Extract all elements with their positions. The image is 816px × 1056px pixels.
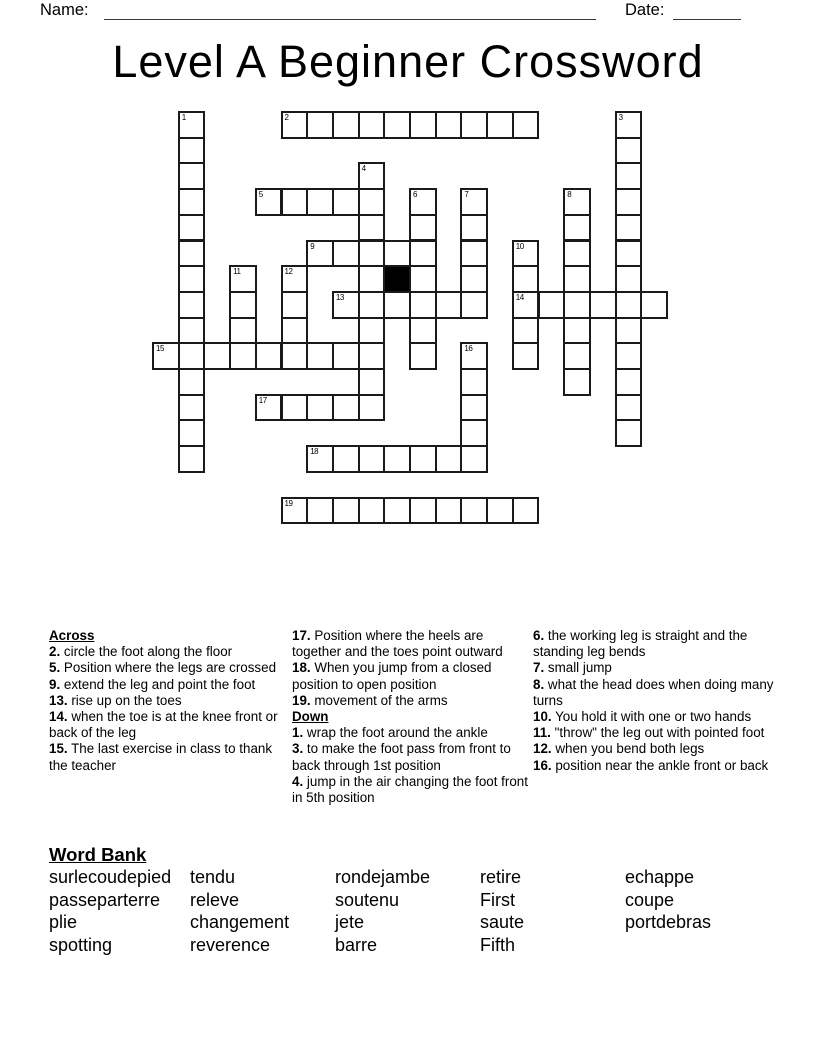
grid-cell-r5c14[interactable] bbox=[512, 240, 540, 268]
grid-cell-r0c18[interactable] bbox=[615, 111, 643, 139]
grid-cell-r3c1[interactable] bbox=[178, 188, 206, 216]
grid-cell-r0c9[interactable] bbox=[383, 111, 411, 139]
clue-3: 3. to make the foot pass from front to back through 1st position bbox=[292, 741, 511, 773]
clue-number-10: 10. bbox=[533, 709, 552, 725]
grid-cell-r7c10[interactable] bbox=[409, 291, 437, 319]
clue-number-9: 9. bbox=[49, 676, 61, 692]
grid-cell-r11c1[interactable] bbox=[178, 394, 206, 422]
grid-cell-r3c12[interactable] bbox=[460, 188, 488, 216]
page-title: Level A Beginner Crossword bbox=[112, 36, 704, 87]
grid-cell-r6c8[interactable] bbox=[358, 265, 386, 293]
grid-cell-r7c8[interactable] bbox=[358, 291, 386, 319]
grid-cell-r0c7[interactable] bbox=[332, 111, 360, 139]
grid-cell-r12c1[interactable] bbox=[178, 419, 206, 447]
grid-cell-r1c18[interactable] bbox=[615, 137, 643, 165]
grid-cell-r8c1[interactable] bbox=[178, 317, 206, 345]
grid-cell-r5c12[interactable] bbox=[460, 240, 488, 268]
grid-cell-r0c1[interactable] bbox=[178, 111, 206, 139]
word-bank-word-reverence: reverence bbox=[190, 934, 271, 955]
grid-cell-r5c16[interactable] bbox=[563, 240, 591, 268]
word-bank-word-changement: changement bbox=[190, 912, 290, 933]
grid-cell-r0c12[interactable] bbox=[460, 111, 488, 139]
date-label: Date: bbox=[625, 1, 665, 19]
grid-cell-r15c11[interactable] bbox=[435, 497, 463, 525]
grid-cell-r10c12[interactable] bbox=[460, 368, 488, 396]
clue-number-7: 7. bbox=[533, 660, 545, 676]
grid-cell-r7c15[interactable] bbox=[538, 291, 566, 319]
grid-cell-r7c16[interactable] bbox=[563, 291, 591, 319]
clues-column-2 bbox=[292, 628, 535, 806]
grid-cell-r15c12[interactable] bbox=[460, 497, 488, 525]
clues-column-1 bbox=[49, 628, 292, 774]
clue-16: 16. position near the ankle front or back bbox=[533, 757, 769, 773]
clue-number-15: 15. bbox=[49, 741, 68, 757]
cell-number-11: 11 bbox=[233, 267, 241, 277]
blocked-cell-r6c9 bbox=[383, 265, 411, 293]
name-label: Name: bbox=[40, 1, 89, 19]
grid-cell-r13c9[interactable] bbox=[383, 445, 411, 473]
grid-cell-r11c6[interactable] bbox=[306, 394, 334, 422]
grid-cell-r7c19[interactable] bbox=[640, 291, 668, 319]
across-header: Across bbox=[49, 628, 95, 643]
grid-cell-r9c3[interactable] bbox=[229, 342, 257, 370]
clue-6: 6. the working leg is straight and the standing leg bends bbox=[533, 628, 748, 660]
grid-cell-r9c0[interactable] bbox=[152, 342, 180, 370]
word-bank-word-retire: retire bbox=[480, 867, 522, 887]
word-bank-word-rondejambe: rondejambe bbox=[335, 867, 431, 887]
grid-cell-r7c14[interactable] bbox=[512, 291, 540, 319]
grid-cell-r7c12[interactable] bbox=[460, 291, 488, 319]
grid-cell-r2c18[interactable] bbox=[615, 162, 643, 190]
cell-number-12: 12 bbox=[284, 267, 293, 277]
grid-cell-r3c6[interactable] bbox=[306, 188, 334, 216]
grid-cell-r15c13[interactable] bbox=[486, 497, 514, 525]
grid-cell-r11c18[interactable] bbox=[615, 394, 643, 422]
word-bank-word-coupe: coupe bbox=[625, 889, 675, 910]
cell-number-2: 2 bbox=[284, 113, 289, 122]
cell-number-6: 6 bbox=[413, 190, 417, 200]
clue-5: 5. Position where the legs are crossed bbox=[49, 660, 277, 676]
word-bank-word-portdebras: portdebras bbox=[625, 912, 712, 933]
grid-cell-r9c8[interactable] bbox=[358, 342, 386, 370]
cell-number-4: 4 bbox=[361, 164, 366, 174]
word-bank-word-echappe: echappe bbox=[625, 867, 695, 887]
cell-number-16: 16 bbox=[464, 344, 473, 354]
cell-number-7: 7 bbox=[464, 190, 469, 200]
clue-7: 7. small jump bbox=[533, 660, 612, 676]
word-bank-word-passeparterre: passeparterre bbox=[49, 889, 161, 910]
down-header: Down bbox=[292, 709, 329, 725]
grid-cell-r9c7[interactable] bbox=[332, 342, 360, 370]
grid-cell-r9c14[interactable] bbox=[512, 342, 540, 370]
grid-cell-r7c9[interactable] bbox=[383, 291, 411, 319]
grid-cell-r6c1[interactable] bbox=[178, 265, 206, 293]
grid-cell-r13c7[interactable] bbox=[332, 445, 360, 473]
grid-cell-r8c18[interactable] bbox=[615, 317, 643, 345]
grid-cell-r3c18[interactable] bbox=[615, 188, 643, 216]
cell-number-8: 8 bbox=[567, 190, 572, 200]
clue-number-1: 1. bbox=[292, 725, 304, 741]
grid-cell-r11c8[interactable] bbox=[358, 394, 386, 422]
grid-cell-r15c9[interactable] bbox=[383, 497, 411, 525]
grid-cell-r3c10[interactable] bbox=[409, 188, 437, 216]
clue-number-12: 12. bbox=[533, 741, 552, 757]
grid-cell-r15c7[interactable] bbox=[332, 497, 360, 525]
grid-cell-r0c10[interactable] bbox=[409, 111, 437, 139]
grid-cell-r5c6[interactable] bbox=[306, 240, 334, 268]
grid-cell-r15c8[interactable] bbox=[358, 497, 386, 525]
grid-cell-r8c14[interactable] bbox=[512, 317, 540, 345]
clues-column-3 bbox=[533, 628, 776, 774]
grid-cell-r8c16[interactable] bbox=[563, 317, 591, 345]
grid-cell-r7c11[interactable] bbox=[435, 291, 463, 319]
word-bank-word-tendu: tendu bbox=[190, 867, 236, 887]
grid-cell-r7c17[interactable] bbox=[589, 291, 617, 319]
grid-cell-r9c10[interactable] bbox=[409, 342, 437, 370]
grid-cell-r7c1[interactable] bbox=[178, 291, 206, 319]
cell-number-18: 18 bbox=[310, 447, 319, 457]
clue-number-5: 5. bbox=[49, 660, 61, 676]
grid-cell-r12c12[interactable] bbox=[460, 419, 488, 447]
grid-cell-r3c5[interactable] bbox=[281, 188, 309, 216]
grid-cell-r13c11[interactable] bbox=[435, 445, 463, 473]
grid-cell-r8c10[interactable] bbox=[409, 317, 437, 345]
word-bank-title: Word Bank bbox=[49, 844, 147, 865]
grid-cell-r9c6[interactable] bbox=[306, 342, 334, 370]
grid-cell-r2c1[interactable] bbox=[178, 162, 206, 190]
grid-cell-r0c14[interactable] bbox=[512, 111, 540, 139]
clue-13: 13. rise up on the toes bbox=[49, 692, 182, 708]
grid-cell-r9c18[interactable] bbox=[615, 342, 643, 370]
cell-number-17: 17 bbox=[258, 395, 267, 405]
grid-cell-r5c9[interactable] bbox=[383, 240, 411, 268]
grid-cell-r5c10[interactable] bbox=[409, 240, 437, 268]
grid-cell-r9c4[interactable] bbox=[255, 342, 283, 370]
cell-number-15: 15 bbox=[156, 344, 164, 354]
grid-cell-r15c10[interactable] bbox=[409, 497, 437, 525]
cell-number-9: 9 bbox=[310, 241, 315, 251]
grid-cell-r13c12[interactable] bbox=[460, 445, 488, 473]
grid-cell-r6c14[interactable] bbox=[512, 265, 540, 293]
clue-number-17: 17. bbox=[292, 628, 311, 643]
clue-15: 15. The last exercise in class to thank the teacher bbox=[49, 741, 273, 773]
grid-cell-r3c16[interactable] bbox=[563, 188, 591, 216]
grid-cell-r13c1[interactable] bbox=[178, 445, 206, 473]
word-bank-word-soutenu: soutenu bbox=[335, 889, 400, 910]
grid-cell-r6c16[interactable] bbox=[563, 265, 591, 293]
grid-cell-r6c10[interactable] bbox=[409, 265, 437, 293]
grid-cell-r8c5[interactable] bbox=[281, 317, 309, 345]
clue-2: 2. circle the foot along the floor bbox=[49, 644, 233, 660]
word-bank-word-jete: jete bbox=[335, 912, 365, 933]
grid-cell-r6c18[interactable] bbox=[615, 265, 643, 293]
grid-cell-r3c8[interactable] bbox=[358, 188, 386, 216]
grid-cell-r7c7[interactable] bbox=[332, 291, 360, 319]
grid-cell-r15c5[interactable] bbox=[281, 497, 309, 525]
word-bank-word-spotting: spotting bbox=[49, 934, 113, 955]
clue-number-18: 18. bbox=[292, 660, 311, 676]
grid-cell-r5c1[interactable] bbox=[178, 240, 206, 268]
grid-cell-r0c6[interactable] bbox=[306, 111, 334, 139]
clue-number-16: 16. bbox=[533, 757, 552, 773]
grid-cell-r3c4[interactable] bbox=[255, 188, 283, 216]
grid-cell-r9c16[interactable] bbox=[563, 342, 591, 370]
grid-cell-r5c7[interactable] bbox=[332, 240, 360, 268]
cell-number-13: 13 bbox=[335, 292, 344, 302]
grid-cell-r10c1[interactable] bbox=[178, 368, 206, 396]
clue-14: 14. when the toe is at the knee front or back of the leg bbox=[49, 709, 278, 741]
word-bank-word-releve: releve bbox=[190, 889, 240, 910]
grid-cell-r9c5[interactable] bbox=[281, 342, 309, 370]
grid-cell-r4c10[interactable] bbox=[409, 214, 437, 242]
grid-cell-r13c6[interactable] bbox=[306, 445, 334, 473]
grid-cell-r0c13[interactable] bbox=[486, 111, 514, 139]
grid-cell-r5c18[interactable] bbox=[615, 240, 643, 268]
clue-11: 11. "throw" the leg out with pointed foot bbox=[533, 725, 765, 741]
grid-cell-r7c18[interactable] bbox=[615, 291, 643, 319]
clue-number-3: 3. bbox=[292, 741, 304, 757]
clue-1: 1. wrap the foot around the ankle bbox=[292, 725, 488, 741]
grid-cell-r8c8[interactable] bbox=[358, 317, 386, 345]
grid-cell-r0c8[interactable] bbox=[358, 111, 386, 139]
grid-cell-r6c3[interactable] bbox=[229, 265, 257, 293]
grid-cell-r3c7[interactable] bbox=[332, 188, 360, 216]
word-bank-word-first: First bbox=[480, 889, 515, 910]
clue-number-19: 19. bbox=[292, 692, 311, 708]
cell-number-5: 5 bbox=[258, 190, 263, 200]
grid-cell-r2c8[interactable] bbox=[358, 162, 386, 190]
clue-10: 10. You hold it with one or two hands bbox=[533, 709, 752, 725]
grid-cell-r7c5[interactable] bbox=[281, 291, 309, 319]
grid-cell-r4c18[interactable] bbox=[615, 214, 643, 242]
grid-cell-r4c8[interactable] bbox=[358, 214, 386, 242]
grid-cell-r11c12[interactable] bbox=[460, 394, 488, 422]
grid-cell-r6c12[interactable] bbox=[460, 265, 488, 293]
grid-cell-r6c5[interactable] bbox=[281, 265, 309, 293]
clue-number-11: 11. bbox=[533, 725, 551, 741]
grid-cell-r11c7[interactable] bbox=[332, 394, 360, 422]
clue-18: 18. When you jump from a closed position to open position bbox=[292, 660, 492, 692]
grid-cell-r10c18[interactable] bbox=[615, 368, 643, 396]
grid-cell-r9c12[interactable] bbox=[460, 342, 488, 370]
grid-cell-r13c8[interactable] bbox=[358, 445, 386, 473]
grid-cell-r9c1[interactable] bbox=[178, 342, 206, 370]
grid-cell-r15c6[interactable] bbox=[306, 497, 334, 525]
grid-cell-r11c4[interactable] bbox=[255, 394, 283, 422]
grid-cell-r10c16[interactable] bbox=[563, 368, 591, 396]
clue-19: 19. movement of the arms bbox=[292, 692, 448, 708]
cell-number-10: 10 bbox=[515, 241, 524, 251]
clue-number-4: 4. bbox=[292, 773, 304, 789]
clue-12: 12. when you bend both legs bbox=[533, 741, 705, 757]
word-bank-word-plie: plie bbox=[49, 912, 78, 933]
grid-cell-r13c10[interactable] bbox=[409, 445, 437, 473]
grid-cell-r0c5[interactable] bbox=[281, 111, 309, 139]
grid-cell-r4c12[interactable] bbox=[460, 214, 488, 242]
clue-4: 4. jump in the air changing the foot front in 5th position bbox=[292, 773, 528, 806]
clue-9: 9. extend the leg and point the foot bbox=[49, 676, 256, 692]
word-bank-list bbox=[49, 867, 775, 957]
word-bank-word-surlecoudepied: surlecoudepied bbox=[49, 867, 172, 887]
grid-cell-r4c16[interactable] bbox=[563, 214, 591, 242]
grid-cell-r4c1[interactable] bbox=[178, 214, 206, 242]
clue-17: 17. Position where the heels are together and the toes point outward bbox=[292, 628, 503, 660]
cell-number-1: 1 bbox=[181, 113, 186, 122]
clue-number-2: 2. bbox=[49, 644, 61, 660]
grid-cell-r1c1[interactable] bbox=[178, 137, 206, 165]
cell-number-19: 19 bbox=[284, 498, 293, 508]
grid-cell-r12c18[interactable] bbox=[615, 419, 643, 447]
grid-cell-r0c11[interactable] bbox=[435, 111, 463, 139]
clue-number-6: 6. bbox=[533, 628, 545, 643]
cell-number-3: 3 bbox=[618, 113, 623, 122]
clue-number-14: 14. bbox=[49, 709, 68, 725]
word-bank-word-barre: barre bbox=[335, 934, 378, 955]
cell-number-14: 14 bbox=[515, 292, 524, 302]
grid-cell-r9c2[interactable] bbox=[203, 342, 231, 370]
grid-cell-r15c14[interactable] bbox=[512, 497, 540, 525]
word-bank-word-fifth: Fifth bbox=[480, 934, 516, 955]
grid-cell-r8c3[interactable] bbox=[229, 317, 257, 345]
clue-8: 8. what the head does when doing many turns bbox=[533, 676, 774, 708]
clue-number-13: 13. bbox=[49, 692, 68, 708]
clue-number-8: 8. bbox=[533, 676, 545, 692]
grid-cell-r7c3[interactable] bbox=[229, 291, 257, 319]
grid-cell-r11c5[interactable] bbox=[281, 394, 309, 422]
grid-cell-r5c8[interactable] bbox=[358, 240, 386, 268]
word-bank-word-saute: saute bbox=[480, 912, 525, 933]
grid-cell-r10c8[interactable] bbox=[358, 368, 386, 396]
